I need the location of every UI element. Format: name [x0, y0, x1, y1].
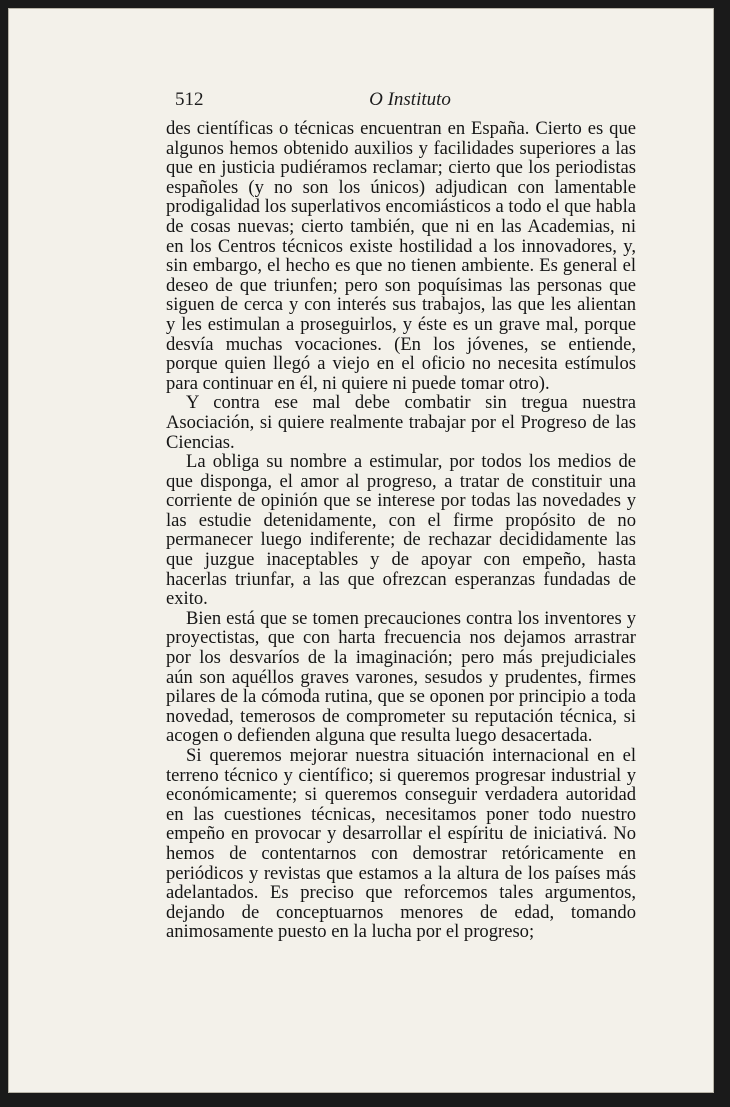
paragraph: Bien está que se tomen precauciones contra los inventores y proyectistas, que con harta frecuencia nos dejamos arrastrar por los desvaríos de la imaginación; pero más prejudiciales aún son aquéllos graves varones, sesudos y prudentes, firmes pilares de la cómoda rutina, que se oponen por principio a toda novedad, temerosos de comprometer su reputación técnica, si acogen o defienden alguna que resulta luego desacertada. — [166, 607, 636, 747]
paragraph: La obliga su nombre a estimular, por todos los medios de que disponga, el amor al progreso, a tratar de constituir una corriente de opinión que se interese por todas las novedades y las estudie detenidamente, con el firme propósito de no permanecer luego indiferente; de rechazar decididamente las que juzgue inaceptables y de apoyar con empeño, hasta hacerlas triunfar, a las que ofrezcan esperanzas fundadas de exito. — [166, 451, 636, 610]
paragraph: des científicas o técnicas encuentran en España. Cierto es que algunos hemos obtenido auxilios y facilidades superiores a las que en justicia pudiéramos reclamar; cierto que los periodistas españoles (y no son los únicos) adjudican con lamentable prodigalidad los superlativos encomiásticos a todo el que habla de cosas nuevas; cierto también, que ni en las Academias, ni en los Centros técnicos existe hostilidad a los innovadores, y, sin embargo, el hecho es que no tienen ambiente. Es general el deseo de que triunfen; pero son poquísimas las personas que siguen de cerca y con interés sus trabajos, las que les alientan y les estimulan a proseguirlos, y éste es un grave mal, porque desvía muchas vocaciones. (En los jóvenes, se entiende, porque quien llegó a viejo en el oficio no necesita estímulos para continuar en él, ni quiere ni puede tomar otro). — [166, 118, 636, 394]
page-header — [175, 89, 645, 115]
running-title: O Instituto — [369, 89, 451, 110]
paragraph: Y contra ese mal debe combatir sin tregua nuestra Asociación, si quiere realmente trabajar por el Progreso de las Ciencias. — [166, 392, 636, 453]
paragraph: Si queremos mejorar nuestra situación internacional en el terreno técnico y científico; si queremos progresar industrial y económicamente; si queremos conseguir verdadera autoridad en las cuestiones técnicas, necesitamos poner todo nuestro empeño en provocar y desarrollar el espíritu de iniciativá. No hemos de contentarnos con demostrar retóricamente en periódicos y revistas que estamos a la altura de los países más adelantados. Es preciso que reforcemos tales argumentos, dejando de conceptuarnos menores de edad, tomando animosamente puesto en la lucha por el progreso; — [166, 745, 636, 943]
body-text — [166, 119, 636, 942]
page-number: 512 — [175, 89, 204, 110]
